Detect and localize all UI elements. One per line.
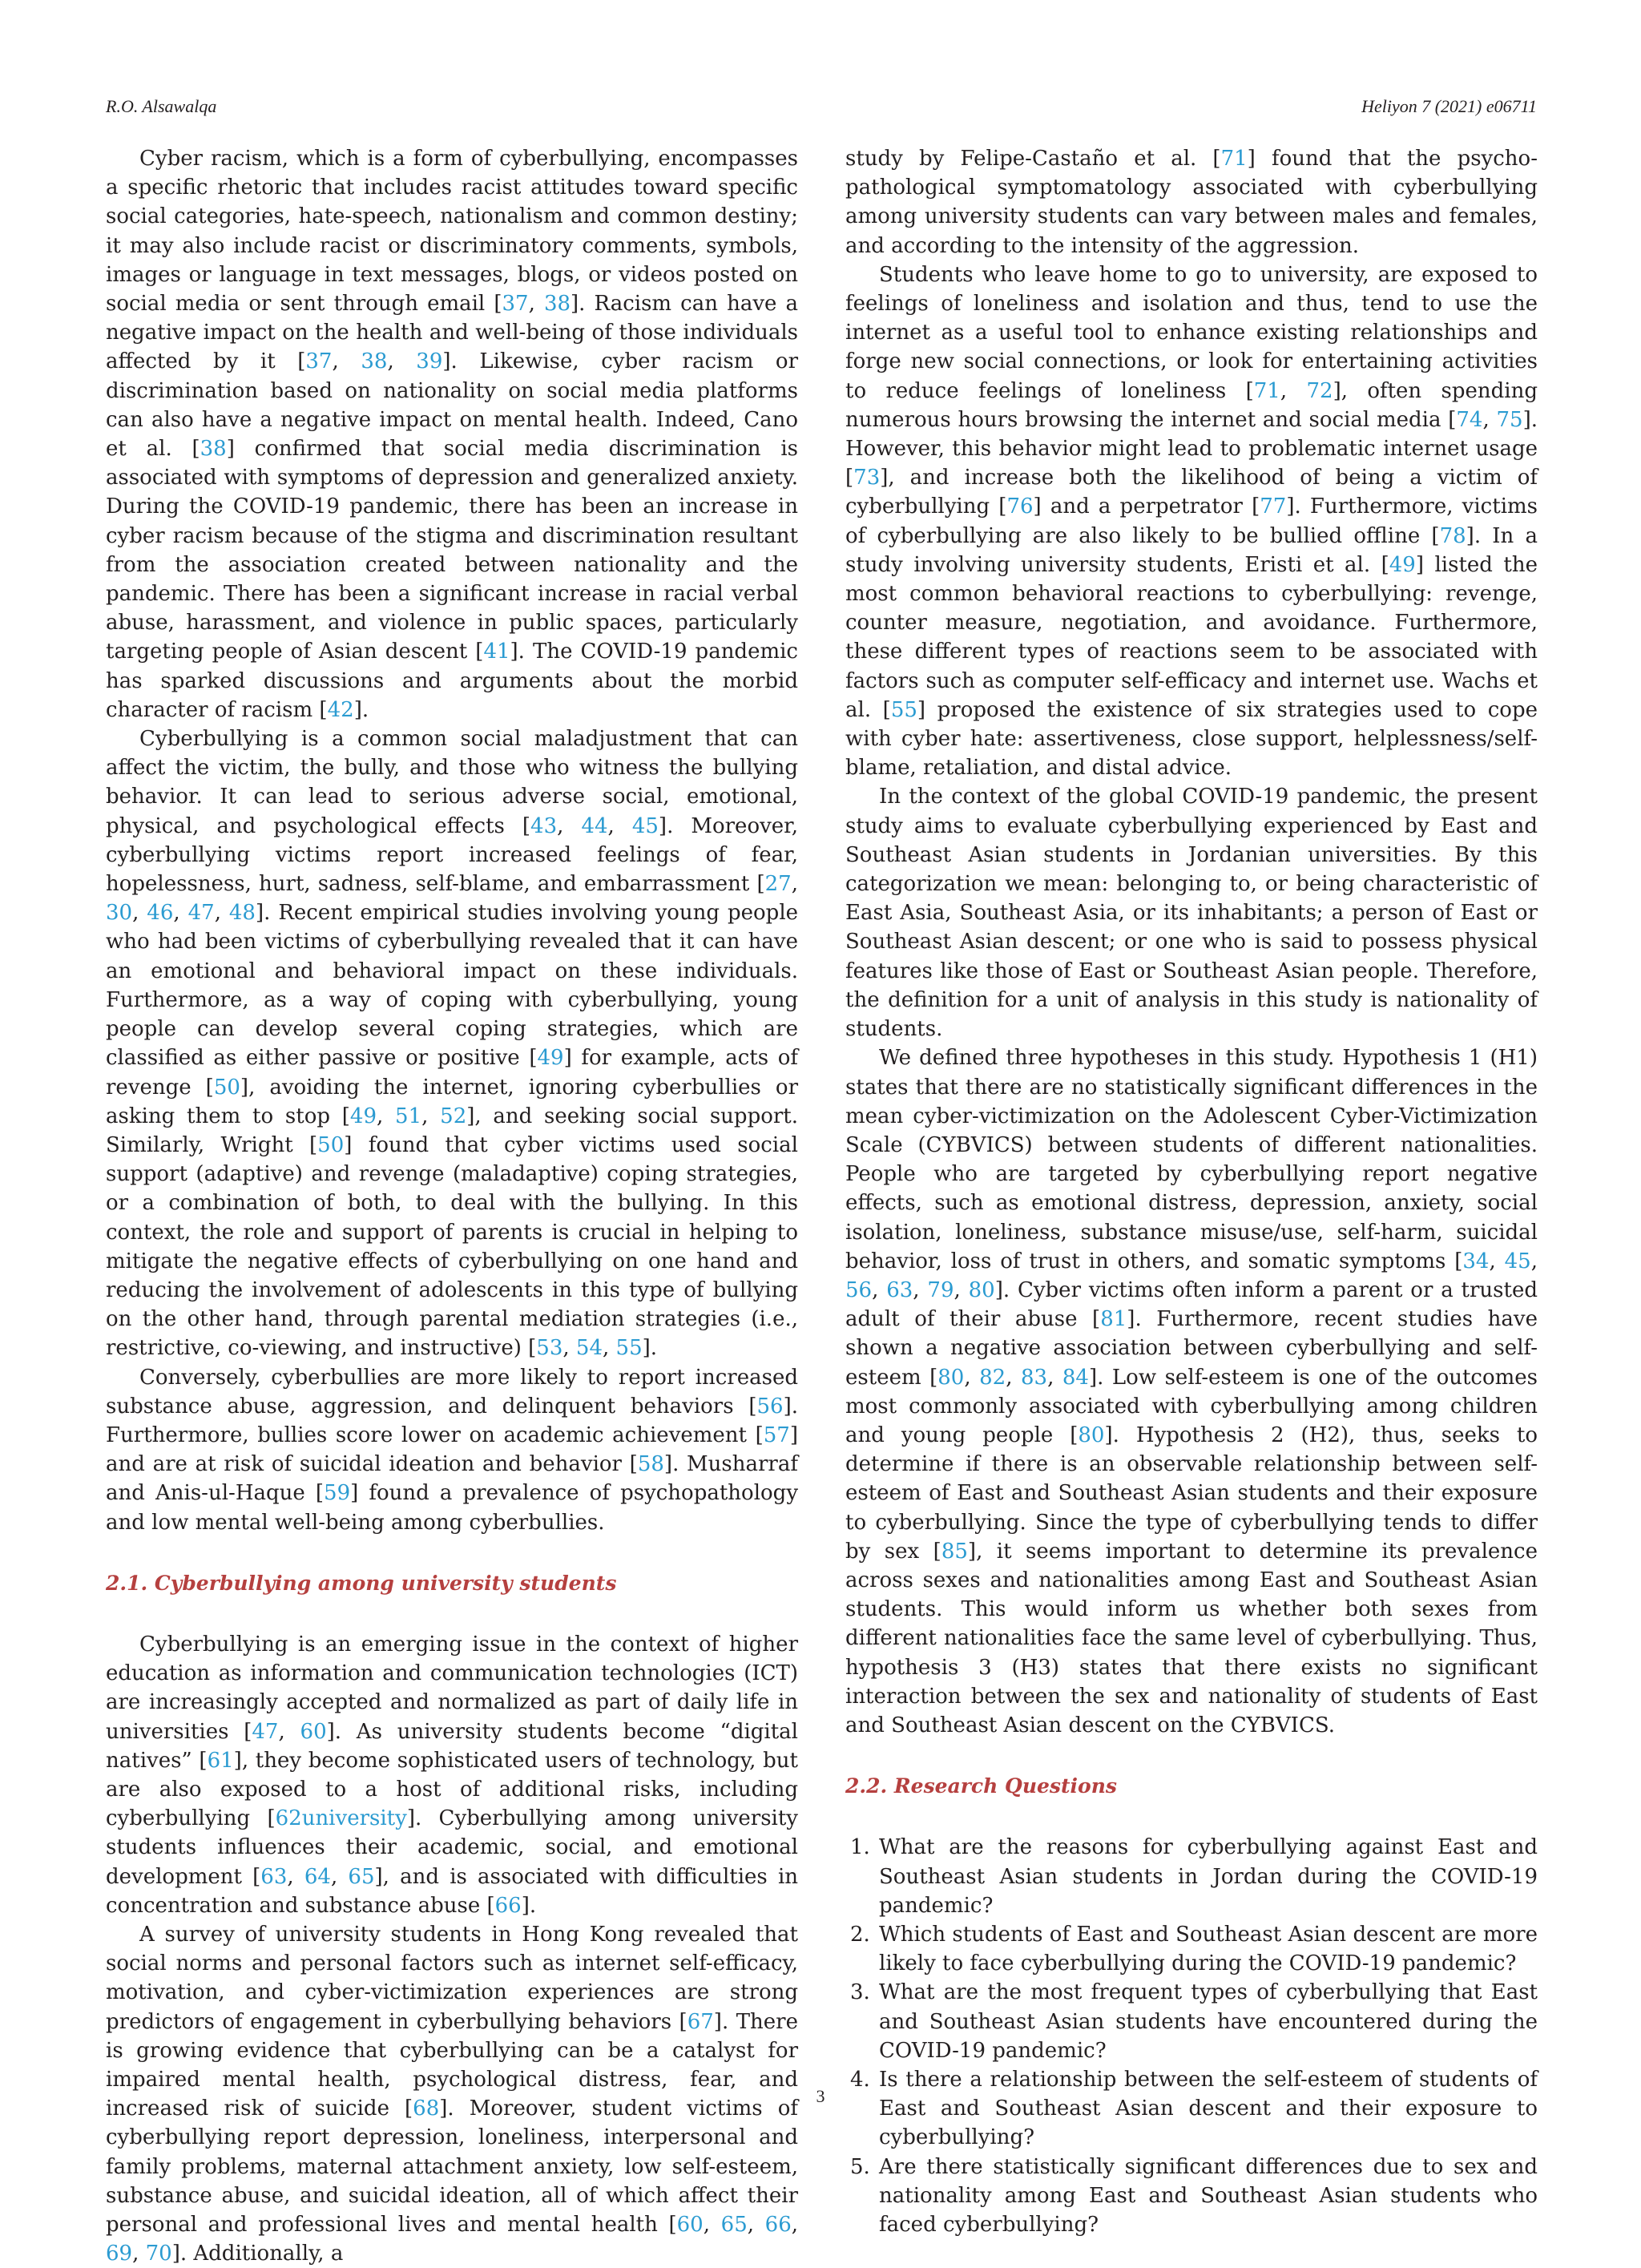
citation-link[interactable]: 27	[764, 872, 792, 897]
citation-link[interactable]: 60	[676, 2213, 704, 2238]
citation-link[interactable]: 42	[327, 697, 354, 722]
citation-link[interactable]: 34	[1462, 1249, 1490, 1273]
text-run: ,	[214, 901, 229, 926]
text-run: ,	[964, 1365, 980, 1390]
text-run: ,	[562, 1336, 576, 1361]
text-run: ] and are at risk of suicidal ideation and behavior [	[106, 1423, 798, 1477]
citation-link[interactable]: 30	[106, 901, 133, 926]
paragraph-loneliness	[845, 260, 1538, 783]
text-run: ], it seems important to determine its prevalence across sexes and nationalities among East and Southeast Asian students. This would inform us whether both sexes from different nationalities face the same level of cyberbullying. Thus, hypothesis 3 (H3) states that there exists no significant interaction between the sex and nationality of students of East and Southeast Asian descent on the CYBVICS.	[845, 1539, 1538, 1737]
text-run: ,	[421, 1104, 441, 1128]
paragraph-cyber-racism	[106, 144, 798, 724]
text-run: ]. Furthermore, recent studies have shown a negative association between cyberbullying and self-esteem [	[845, 1307, 1538, 1390]
citation-link[interactable]: 59	[324, 1481, 351, 1506]
text-run: ], often spending numerous hours browsing the internet and social media [	[845, 378, 1538, 432]
text-run: ].	[642, 1336, 658, 1361]
citation-link[interactable]: 56	[756, 1394, 784, 1419]
text-run: ].	[521, 1893, 537, 1918]
list-item	[845, 1920, 1538, 1978]
text-run: ]. However, this behavior might lead to problematic internet usage [	[845, 407, 1538, 490]
text-run: ,	[287, 1864, 304, 1889]
text-run: ] found that cyber victims used social support (adaptive) and revenge (maladaptive) coping strategies, or a combination of both, to deal with the bullying. In this context, the role and support of parents is crucial in helping to mitigate the negative effects of cyberbullying on one hand and reducing the involvement of adolescents in this type of bullying on the other hand, through parental mediation strategies (i.e., restrictive, co-viewing, and instructive) [	[106, 1132, 798, 1361]
text-run: ,	[603, 1336, 616, 1361]
citation-link[interactable]: 56	[845, 1277, 873, 1302]
text-run: ]. Low self-esteem is one of the outcomes most commonly associated with cyberbullying among children and young people [	[845, 1365, 1538, 1447]
text-run: ]. Additionally, a	[171, 2242, 344, 2266]
citation-link[interactable]: 49	[1389, 552, 1416, 577]
paragraph-hypotheses	[845, 1043, 1538, 1740]
citation-link[interactable]: 60	[300, 1719, 327, 1744]
text-run: ]. Furthermore, victims of cyberbullying are also likely to be bullied offline [	[845, 494, 1538, 548]
citation-link[interactable]: 49	[537, 1046, 564, 1071]
text-run: Cyber racism, which is a form of cyberbullying, encompasses a specific rhetoric that includes racist attitudes toward specific social categories, hate-speech, nationalism and common destiny; it may also include racist or discriminatory comments, symbols, images or language in text messages, blogs, or videos posted on social media or sent through email [	[106, 147, 798, 317]
list-item	[845, 2065, 1538, 2153]
paragraph-higher-education	[106, 1630, 798, 1920]
text-run: ]. Cyber victims often inform a parent or a trusted adult of their abuse [	[845, 1277, 1538, 1332]
text-run: ] found that the psycho-pathological symptomatology associated with cyberbullying among university students can vary between males and females, and according to the intensity of the aggression.	[845, 147, 1538, 258]
citation-link[interactable]: 80	[937, 1365, 965, 1390]
text-run: ], they become sophisticated users of technology, but are also exposed to a host of additional risks, including cyberbullying [	[106, 1748, 798, 1831]
text-run: ,	[278, 1719, 300, 1744]
text-run: ,	[1482, 407, 1497, 432]
citation-link[interactable]: 38	[200, 437, 227, 462]
citation-link[interactable]: 84	[1062, 1365, 1089, 1390]
citation-link[interactable]: 68	[413, 2096, 440, 2121]
list-item-text: Are there statistically significant differences due to sex and nationality among East and Southeast Asian students who faced cyberbullying?	[879, 2154, 1538, 2238]
citation-link[interactable]: 71	[1220, 147, 1248, 171]
list-item-text: What are the reasons for cyberbullying against East and Southeast Asian students in Jordan during the COVID-19 pandemic?	[879, 1835, 1538, 1918]
citation-link[interactable]: 65	[348, 1864, 375, 1889]
paragraph-study-aim	[845, 782, 1538, 1043]
text-run: ,	[607, 813, 632, 838]
citation-link[interactable]: 66	[764, 2213, 792, 2238]
text-run: ], avoiding the internet, ignoring cyberbullies or asking them to stop [	[106, 1075, 798, 1128]
text-run: ] confirmed that social media discrimination is associated with symptoms of depression and generalized anxiety. During the COVID-19 pandemic, there has been an increase in cyber racism because of the stigma and discrimination resultant from the association created between nationality and the pandemic. There has been a significant increase in racial verbal abuse, harassment, and violence in public spaces, particularly targeting people of Asian descent [	[106, 437, 798, 664]
text-run: ]. Musharraf and Anis-ul-Haque [	[106, 1452, 798, 1506]
citation-link[interactable]: 72	[1306, 378, 1333, 403]
citation-link[interactable]: 70	[145, 2242, 172, 2266]
text-run: ,	[791, 2213, 799, 2238]
citation-link[interactable]: 39	[416, 349, 443, 374]
text-run: ]. As university students become “digital natives” [	[106, 1719, 798, 1773]
text-run: A survey of university students in Hong Kong revealed that social norms and personal factors such as internet self-efficacy, motivation, and cyber-victimization experiences are strong predictors of engagement in cyberbullying behaviors [	[106, 1922, 798, 2034]
citation-link[interactable]: 61	[207, 1748, 234, 1773]
citation-link[interactable]: 51	[395, 1104, 422, 1128]
citation-link[interactable]: 43	[530, 813, 558, 838]
running-head-author: R.O. Alsawalqa	[106, 96, 217, 116]
text-run: ]. Likewise, cyber racism or discrimination based on nationality on social media platforms can also have a negative impact on mental health. Indeed, Cano et al. [	[106, 349, 799, 462]
section-heading-2-2: 2.2. Research Questions	[845, 1774, 1117, 1798]
list-item-text: Which students of East and Southeast Asian descent are more likely to face cyberbullying during the COVID-19 pandemic?	[879, 1922, 1538, 1976]
list-item-text: Is there a relationship between the self-esteem of students of East and Southeast Asian descent and their exposure to cyberbullying?	[879, 2068, 1538, 2150]
citation-link[interactable]: 55	[615, 1336, 643, 1361]
citation-link[interactable]: 38	[361, 349, 388, 374]
list-item-number: 2.	[850, 1922, 870, 1947]
citation-link[interactable]: 80	[1078, 1423, 1105, 1447]
text-run: ,	[872, 1277, 887, 1302]
text-run: Cyberbullying is a common social maladjustment that can affect the victim, the bully, and those who witness the bullying behavior. It can lead to serious adverse social, emotional, physical, and psychological effects [	[106, 727, 798, 838]
text-run: ] and a perpetrator [	[1033, 494, 1260, 519]
citation-link[interactable]: 62university	[275, 1806, 407, 1831]
text-run: ,	[913, 1277, 928, 1302]
citation-link[interactable]: 44	[581, 813, 608, 838]
citation-link[interactable]: 73	[853, 466, 881, 490]
citation-link[interactable]: 41	[483, 640, 510, 664]
list-item	[845, 1978, 1538, 2065]
text-run: ,	[132, 2242, 146, 2266]
citation-link[interactable]: 47	[187, 901, 215, 926]
paragraph-cyberbullying-effects	[106, 724, 798, 1362]
text-run: ]. Moreover, cyberbullying victims report increased feelings of fear, hopelessness, hurt, sadness, self-blame, and embarrassment [	[106, 813, 799, 897]
text-run: ] found a prevalence of psychopathology and low mental well-being among cyberbullies.	[106, 1481, 799, 1535]
citation-link[interactable]: 55	[890, 697, 917, 722]
text-run: ,	[954, 1277, 969, 1302]
citation-link[interactable]: 63	[886, 1277, 913, 1302]
text-run: ,	[528, 292, 544, 317]
citation-link[interactable]: 66	[494, 1893, 522, 1918]
text-run: ,	[791, 872, 798, 897]
research-questions-list	[845, 1833, 1538, 2239]
running-head-journal: Heliyon 7 (2021) e06711	[1361, 96, 1537, 116]
text-run: ,	[1280, 378, 1307, 403]
citation-link[interactable]: 83	[1021, 1365, 1048, 1390]
left-column	[106, 144, 798, 2268]
citation-link[interactable]: 80	[968, 1277, 995, 1302]
citation-link[interactable]: 85	[941, 1539, 968, 1564]
citation-link[interactable]: 74	[1456, 407, 1483, 432]
right-column	[845, 144, 1538, 2239]
citation-link[interactable]: 52	[440, 1104, 467, 1128]
citation-link[interactable]: 54	[575, 1336, 603, 1361]
text-run: ,	[1489, 1249, 1505, 1273]
list-item-number: 4.	[850, 2068, 870, 2092]
citation-link[interactable]: 65	[720, 2213, 748, 2238]
citation-link[interactable]: 69	[106, 2242, 133, 2266]
text-run: ]. Hypothesis 2 (H2), thus, seeks to determine if there is an observable relationship between self-esteem of East and Southeast Asian students and their exposure to cyberbullying. Since the type of cyberbullying tends to differ by sex [	[845, 1423, 1538, 1564]
text-run: ], and seeking social support. Similarly, Wright [	[106, 1104, 799, 1157]
citation-link[interactable]: 37	[502, 292, 529, 317]
list-item-number: 5.	[850, 2154, 870, 2179]
text-run: We defined three hypotheses in this study. Hypothesis 1 (H1) states that there are no statistically significant differences in the mean cyber-victimization on the Adolescent Cyber-Victimization Scale (CYBVICS) between students of different nationalities. People who are targeted by cyberbullying report negative effects, such as emotional distress, depression, anxiety, social isolation, loneliness, substance misuse/use, self-harm, suicidal behavior, loss of trust in others, and somatic symptoms [	[845, 1046, 1538, 1273]
citation-link[interactable]: 49	[349, 1104, 377, 1128]
text-run: ], and increase both the likelihood of being a victim of cyberbullying [	[845, 466, 1538, 519]
citation-link[interactable]: 57	[763, 1423, 790, 1447]
citation-link[interactable]: 45	[1504, 1249, 1531, 1273]
text-run: ,	[330, 1864, 349, 1889]
paragraph-felipe-castano	[845, 144, 1538, 260]
citation-link[interactable]: 46	[147, 901, 174, 926]
text-run: ,	[332, 349, 361, 374]
citation-link[interactable]: 38	[543, 292, 571, 317]
text-run: ]. The COVID-19 pandemic has sparked discussions and arguments about the morbid character of racism [	[106, 640, 798, 722]
citation-link[interactable]: 82	[979, 1365, 1006, 1390]
citation-link[interactable]: 45	[631, 813, 659, 838]
citation-link[interactable]: 50	[317, 1132, 345, 1157]
list-item	[845, 2153, 1538, 2240]
text-run: ]. Cyberbullying among university students influences their academic, social, and emotional development [	[106, 1806, 798, 1889]
text-run: ]. Furthermore, bullies score lower on academic achievement [	[106, 1394, 798, 1447]
paragraph-cyberbullies	[106, 1363, 798, 1537]
text-run: In the context of the global COVID-19 pandemic, the present study aims to evaluate cyberbullying experienced by East and Southeast Asian students in Jordanian universities. By this categorization we mean: belonging to, or being characteristic of East Asia, Southeast Asia, or its inhabitants; a person of East or Southeast Asian descent; or one who is said to possess physical features like those of East or Southeast Asian people. Therefore, the definition for a unit of analysis in this study is nationality of students.	[845, 785, 1538, 1042]
citation-link[interactable]: 81	[1100, 1307, 1127, 1332]
text-run: ].	[353, 697, 369, 722]
list-item	[845, 1833, 1538, 1920]
text-run: ,	[387, 349, 417, 374]
text-run: ,	[173, 901, 188, 926]
text-run: ,	[1047, 1365, 1062, 1390]
list-item-number: 3.	[850, 1980, 870, 2005]
text-run: ,	[703, 2213, 721, 2238]
text-run: ] listed the most common behavioral reactions to cyberbullying: revenge, counter measure, negotiation, and avoidance. Furthermore, these different types of reactions seem to be associated with factors such as computer self-efficacy and internet use. Wachs et al. [	[845, 552, 1538, 722]
text-run: ], and is associated with difficulties in concentration and substance abuse [	[106, 1864, 799, 1918]
text-run: ,	[747, 2213, 765, 2238]
text-run: ]. There is growing evidence that cyberbullying can be a catalyst for impaired mental health, psychological distress, fear, and increased risk of suicide [	[106, 2009, 798, 2121]
citation-link[interactable]: 75	[1496, 407, 1523, 432]
text-run: study by Felipe-Castaño et al. [	[845, 147, 1221, 171]
page-number: 3	[816, 2086, 825, 2106]
citation-link[interactable]: 48	[228, 901, 256, 926]
text-run: ,	[1530, 1249, 1538, 1273]
text-run: ,	[557, 813, 582, 838]
citation-link[interactable]: 79	[927, 1277, 954, 1302]
citation-link[interactable]: 76	[1006, 494, 1034, 519]
text-run: ] for example, acts of revenge [	[106, 1046, 798, 1100]
citation-link[interactable]: 64	[304, 1864, 331, 1889]
citation-link[interactable]: 78	[1439, 523, 1466, 548]
text-run: ]. Racism can have a negative impact on the health and well-being of those individuals affected by it [	[106, 292, 798, 374]
citation-link[interactable]: 47	[252, 1719, 279, 1744]
section-heading-2-1: 2.1. Cyberbullying among university students	[106, 1571, 617, 1595]
citation-link[interactable]: 37	[305, 349, 333, 374]
text-run: ]. Recent empirical studies involving young people who had been victims of cyberbullying revealed that it can have an emotional and behavioral impact on these individuals. Furthermore, as a way of coping with cyberbullying, young people can develop several coping strategies, which are classified as either passive or positive [	[106, 901, 799, 1071]
text-run: ,	[132, 901, 147, 926]
citation-link[interactable]: 50	[213, 1075, 240, 1100]
text-run: Conversely, cyberbullies are more likely to report increased substance abuse, aggression, and delinquent behaviors [	[106, 1365, 798, 1419]
text-run: ,	[1006, 1365, 1022, 1390]
text-run: ] proposed the existence of six strategies used to cope with cyber hate: assertiveness, close support, helplessness/self-blame, retaliation, and distal advice.	[845, 697, 1538, 781]
text-run: Cyberbullying is an emerging issue in the context of higher education as information and communication technologies (ICT) are increasingly accepted and normalized as part of daily life in universities [	[106, 1632, 798, 1744]
list-item-number: 1.	[850, 1835, 870, 1860]
list-item-text: What are the most frequent types of cyberbullying that East and Southeast Asian students have encountered during the COVID-19 pandemic?	[879, 1980, 1538, 2063]
text-run: ]. Moreover, student victims of cyberbullying report depression, loneliness, interpersonal and family problems, maternal attachment anxiety, low self-esteem, substance abuse, and suicidal ideation, all of which affect their personal and professional lives and mental health [	[106, 2096, 798, 2238]
citation-link[interactable]: 58	[637, 1452, 664, 1477]
text-run: ]. In a study involving university students, Eristi et al. [	[845, 523, 1538, 577]
citation-link[interactable]: 67	[687, 2009, 714, 2034]
text-run: ,	[377, 1104, 396, 1128]
citation-link[interactable]: 77	[1260, 494, 1287, 519]
citation-link[interactable]: 71	[1253, 378, 1280, 403]
citation-link[interactable]: 63	[260, 1864, 288, 1889]
citation-link[interactable]: 53	[536, 1336, 563, 1361]
text-run: Students who leave home to go to university, are exposed to feelings of loneliness and isolation and thus, tend to use the internet as a useful tool to enhance existing relationships and forge new social connections, or look for entertaining activities to reduce feelings of loneliness [	[845, 262, 1538, 403]
